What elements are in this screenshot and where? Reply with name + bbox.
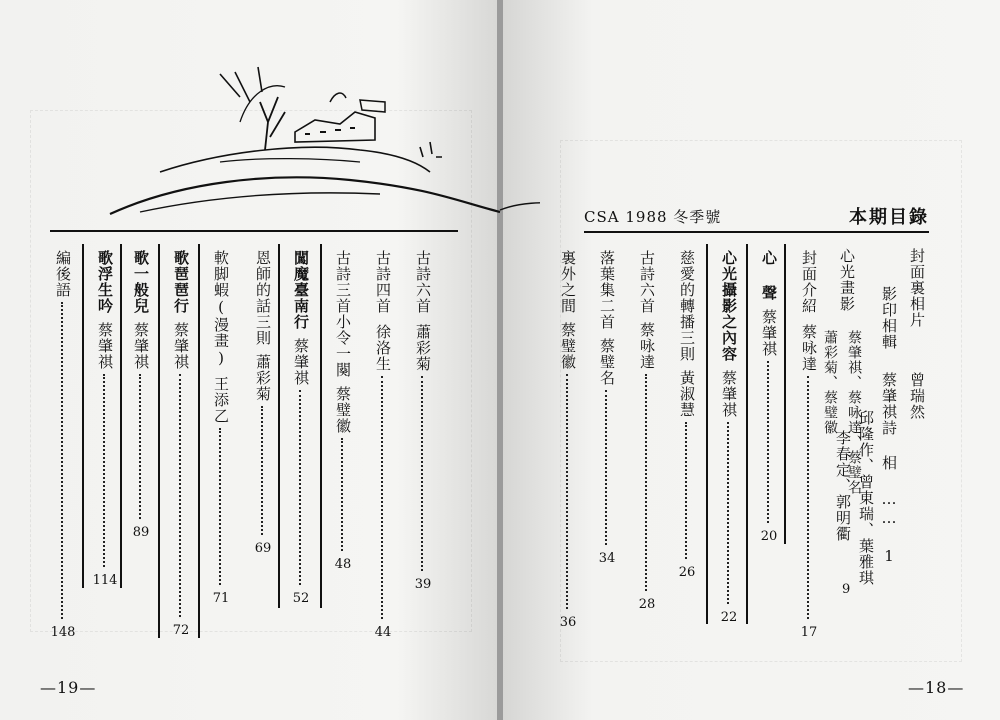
entry-author: 王添乙: [212, 376, 230, 424]
entry-author: 蕭彩菊: [254, 354, 272, 402]
column-divider: [120, 244, 122, 588]
entry-title: 落葉集二首: [598, 250, 616, 330]
entry-title: 軟脚蝦(漫畫): [212, 250, 230, 368]
entry-page-number: 114: [92, 573, 118, 588]
toc-entry[interactable]: [288, 250, 314, 606]
toc-header: [584, 203, 929, 229]
entry-author: 蔡肇祺: [172, 322, 190, 370]
entry-author: 蕭彩菊、蔡璧徽: [822, 330, 838, 435]
landscape-sketch-illustration: [100, 62, 540, 232]
leader-dots: [219, 428, 223, 585]
entry-title: 古詩四首: [374, 250, 392, 314]
entry-author: 蔡肇祺詩: [880, 372, 898, 436]
column-divider: [82, 244, 84, 588]
entry-page-number: 39: [414, 577, 432, 592]
column-divider: [746, 244, 748, 624]
toc-title: 本期目錄: [849, 207, 929, 228]
entry-page-number: 52: [292, 591, 310, 606]
entry-title: 古詩六首: [414, 250, 432, 314]
toc-entry[interactable]: [250, 250, 276, 556]
entry-author: 蕭彩菊: [414, 324, 432, 372]
entry-title: 歌琶琶行: [172, 250, 190, 314]
entry-author: 蔡璧徽: [334, 386, 352, 434]
entry-title: 心光畫影: [838, 248, 856, 312]
column-divider: [158, 244, 160, 638]
toc-entry[interactable]: [796, 250, 822, 640]
column-divider: [706, 244, 708, 624]
entry-page-number: 89: [132, 525, 150, 540]
entry-author: 黃淑慧: [678, 370, 696, 418]
entry-page-number: 148: [50, 625, 76, 640]
entry-author: 蔡咏達: [800, 324, 818, 372]
entry-author: 蔡璧徽: [559, 322, 577, 370]
entry-page-number: 20: [760, 529, 778, 544]
entry-page-number: 72: [172, 623, 190, 638]
left-header-rule: [50, 230, 458, 232]
leader-dots: [767, 361, 771, 523]
entry-page-number: 48: [334, 557, 352, 572]
entry-title: 編後語: [54, 250, 72, 298]
entry-author: 蔡咏達: [638, 322, 656, 370]
leader-dots: [179, 374, 183, 617]
toc-entry[interactable]: [716, 250, 742, 625]
toc-entry[interactable]: [128, 250, 154, 540]
toc-entry[interactable]: [906, 248, 928, 328]
toc-entry[interactable]: [634, 250, 660, 612]
entry-title: 恩師的話三則: [254, 250, 272, 346]
toc-entry[interactable]: [50, 250, 76, 640]
toc-entry[interactable]: [168, 250, 194, 638]
entry-author: 蔡肇祺、蔡咏達、蔡璧名: [846, 330, 862, 495]
entry-title: 慈愛的轉播三則: [678, 250, 696, 362]
leader-dots: [381, 376, 385, 619]
entry-title: 闖魔臺南行: [292, 250, 310, 330]
toc-entry[interactable]: [208, 250, 234, 606]
entry-page-number: 17: [800, 625, 818, 640]
entry-page-number: 69: [254, 541, 272, 556]
leader-dots: [727, 422, 731, 604]
entry-contributors: 李春定、郭明衢: [834, 430, 852, 542]
entry-author: 蔡肇祺: [760, 309, 778, 357]
entry-author: 蔡肇祺: [132, 322, 150, 370]
entry-author: 蔡肇祺: [720, 370, 738, 418]
leader-dots: [61, 302, 65, 619]
toc-entry[interactable]: [410, 250, 436, 592]
entry-page-number: 26: [678, 565, 696, 580]
entry-title: 裏外之間: [559, 250, 577, 314]
entry-title: 歌浮生吟: [96, 250, 114, 314]
entry-title: 古詩三首小令一闋: [334, 250, 352, 378]
entry-contributors: 邱隆作、曾東瑞、葉雅琪: [857, 410, 875, 586]
leader-dots: [685, 422, 689, 559]
page-folio-right: —18—: [908, 678, 965, 697]
leader-dots: [103, 374, 107, 567]
leader-dots: [261, 406, 265, 535]
toc-entry[interactable]: [878, 286, 900, 350]
leader-dots: [566, 374, 570, 609]
leader-dots: [341, 438, 345, 551]
magazine-issue-label: CSA 1988 冬季號: [584, 208, 722, 226]
entry-page-number: 28: [638, 597, 656, 612]
toc-entry[interactable]: [330, 250, 356, 572]
toc-entry[interactable]: [555, 250, 581, 630]
header-rule: [584, 231, 929, 233]
column-divider: [198, 244, 200, 638]
column-divider: [784, 244, 786, 544]
column-divider: [320, 244, 322, 608]
leader-dots: [139, 374, 143, 519]
leader-dots: [605, 390, 609, 545]
entry-page-number: 9: [842, 582, 851, 597]
entry-author: 蔡肇祺: [292, 338, 310, 386]
entry-title: 封面介紹: [800, 250, 818, 314]
leader-dots: [299, 390, 303, 585]
entry-title: 影印相輯: [880, 286, 898, 350]
entry-title: 封面裏相片: [908, 248, 926, 328]
entry-title: 心光攝影之內容: [720, 250, 738, 362]
entry-page-number: 34: [598, 551, 616, 566]
entry-page-number: 22: [720, 610, 738, 625]
leader-dots: [645, 374, 649, 591]
entry-title: 心 聲: [760, 250, 778, 301]
toc-entry[interactable]: [92, 250, 118, 588]
entry-author: 徐洛生: [374, 324, 392, 372]
column-divider: [278, 244, 280, 608]
entry-page-number: 44: [374, 625, 392, 640]
entry-author: 曾瑞然: [908, 372, 926, 420]
toc-entry[interactable]: [594, 250, 620, 566]
entry-title: 古詩六首: [638, 250, 656, 314]
entry-page-number: 36: [559, 615, 577, 630]
toc-entry[interactable]: [674, 250, 700, 580]
entry-page-number: 71: [212, 591, 230, 606]
entry-page-number: 相 …… 1: [880, 455, 898, 566]
entry-author: 蔡肇祺: [96, 322, 114, 370]
toc-entry[interactable]: [756, 250, 782, 544]
leader-dots: [421, 376, 425, 571]
toc-entry[interactable]: [370, 250, 396, 640]
entry-author: 蔡璧名: [598, 338, 616, 386]
leader-dots: [807, 376, 811, 619]
toc-entry[interactable]: [836, 248, 858, 312]
entry-title: 歌一般兒: [132, 250, 150, 314]
page-folio-left: —19—: [40, 678, 97, 697]
